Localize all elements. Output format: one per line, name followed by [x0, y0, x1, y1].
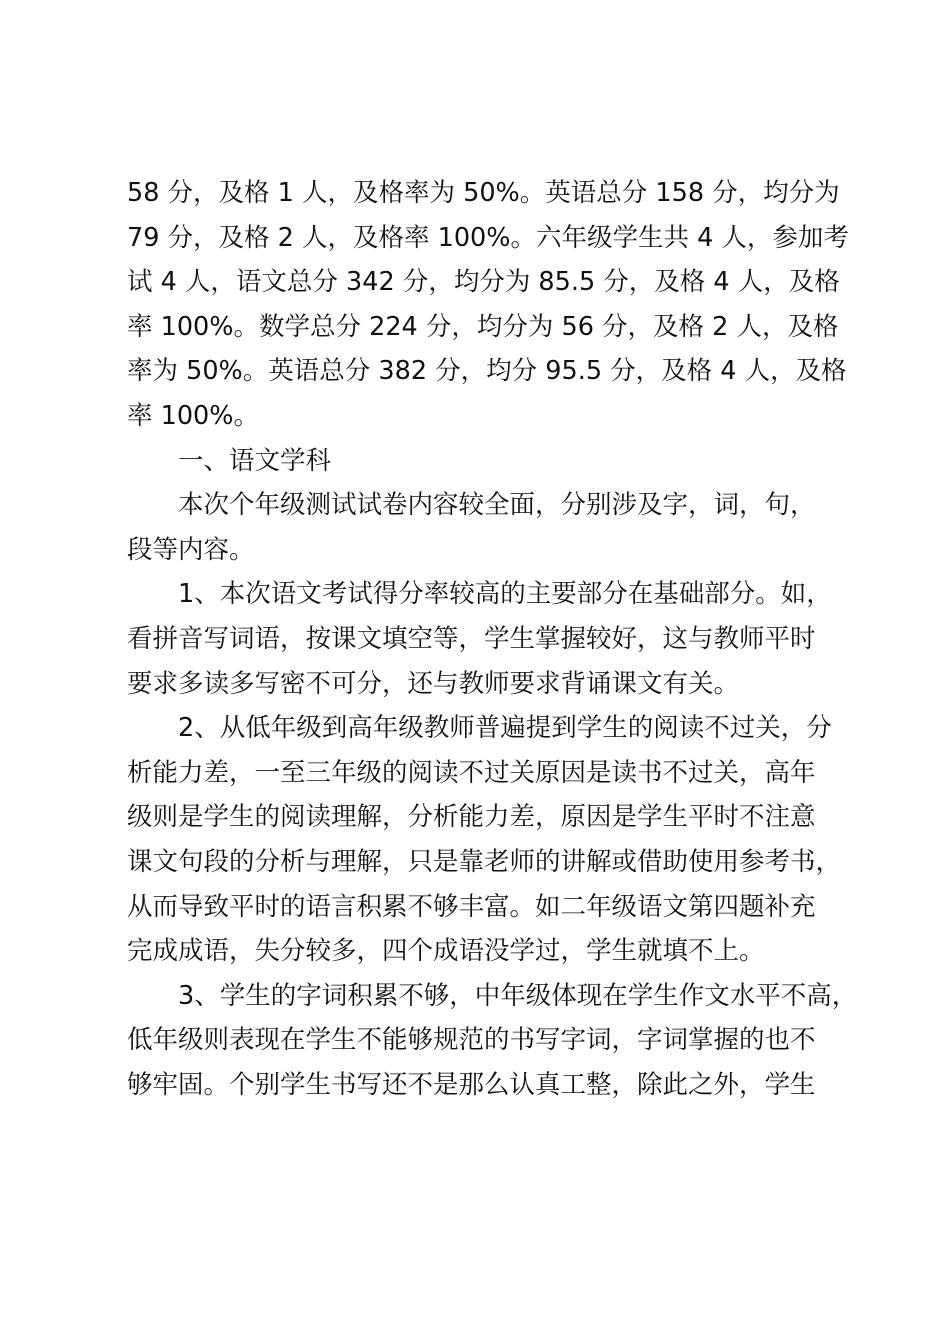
text-line: 58 分，及格 1 人，及格率为 50%。英语总分 158 分，均分为 [127, 178, 840, 208]
text-line: 试 4 人，语文总分 342 分，均分为 85.5 分，及格 4 人，及格 [127, 267, 840, 298]
text-line: 率 100%。数学总分 224 分，均分为 56 分，及格 2 人，及格 [127, 311, 839, 342]
paragraph-start: 2、从低年级到高年级教师普遍提到学生的阅读不过关，分 [178, 713, 832, 744]
text-line: 率为 50%。英语总分 382 分，均分 95.5 分，及格 4 人，及格 [127, 356, 847, 387]
text-line: 率 100%。 [127, 400, 260, 431]
text-line: 段等内容。 [127, 534, 255, 565]
text-line: 要求多读多写密不可分，还与教师要求背诵课文有关。 [127, 668, 740, 699]
paragraph-start: 3、学生的字词积累不够，中年级体现在学生作文水平不高， [178, 980, 858, 1011]
text-line: 完成成语，失分较多，四个成语没学过，学生就填不上。 [127, 936, 765, 967]
document-body [127, 171, 858, 1107]
section-heading: 一、语文学科 [178, 445, 332, 476]
text-line: 从而导致平时的语言积累不够丰富。如二年级语文第四题补充 [127, 891, 816, 922]
paragraph-start: 1、本次语文考试得分率较高的主要部分在基础部分。如， [178, 579, 832, 610]
text-line: 够牢固。个别学生书写还不是那么认真工整，除此之外，学生 [127, 1069, 816, 1100]
text-line: 级则是学生的阅读理解，分析能力差，原因是学生平时不注意 [127, 802, 816, 833]
text-line: 析能力差，一至三年级的阅读不过关原因是读书不过关，高年 [127, 757, 816, 788]
text-line: 低年级则表现在学生不能够规范的书写字词，字词掌握的也不 [127, 1025, 816, 1056]
text-line: 79 分，及格 2 人，及格率 100%。六年级学生共 4 人，参加考 [127, 222, 849, 253]
paragraph-start: 本次个年级测试试卷内容较全面，分别涉及字，词，句， [178, 490, 816, 521]
text-line: 看拼音写词语，按课文填空等，学生掌握较好，这与教师平时 [127, 623, 816, 654]
text-line: 课文句段的分析与理解，只是靠老师的讲解或借助使用参考书， [127, 846, 842, 877]
